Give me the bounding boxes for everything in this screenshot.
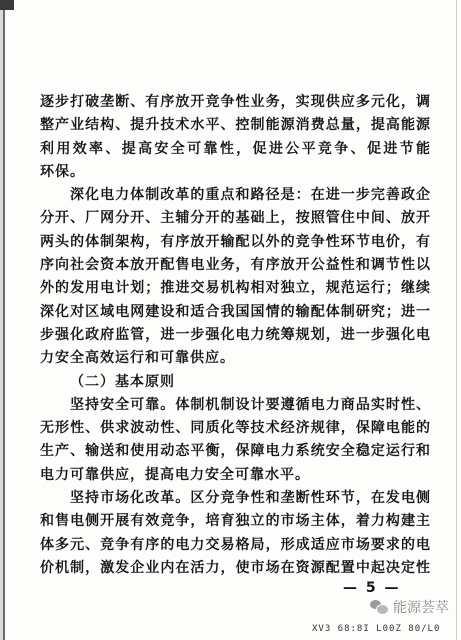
page-number: — 5 —	[343, 580, 401, 596]
text-line: 分开、厂网分开、主辅分开的基础上，按照管住中间、放开	[40, 210, 430, 227]
text-line: 步强化政府监管，进一步强化电力统筹规划，进一步强化电	[40, 326, 430, 343]
scan-edge-left	[3, 0, 5, 640]
text-span: 区分竞争性和垄断性环节，在发电侧	[190, 490, 430, 507]
text-line: 环保。	[40, 163, 85, 180]
text-line: 序向社会资本放开配售电业务，有序放开公益性和调节性以	[40, 257, 430, 274]
text-line: 整产业结构、提升技术水平、控制能源消费总量，提高能源	[40, 117, 430, 134]
text-line: 力安全高效运行和可靠供应。	[40, 350, 235, 367]
section-heading: （二）基本原则	[70, 373, 175, 390]
text-line: 外的发用电计划；推进交易机构相对独立，规范运行；继续	[40, 280, 430, 297]
text-line	[70, 394, 430, 417]
text-line: 深化对区域电网建设和适合我国国情的输配体制研究；进一	[40, 303, 430, 320]
text-line: 利用效率、提高安全可靠性，促进公平竞争、促进节能	[40, 140, 430, 157]
text-line: 价机制，激发企业内在活力，使市场在资源配置中起决定性	[40, 559, 430, 576]
text-line: 深化电力体制改革的重点和路径是：在进一步完善政企	[70, 187, 430, 204]
principle-lead: 坚持市场化改革。	[70, 490, 191, 507]
principle-lead: 坚持安全可靠。	[70, 396, 176, 413]
fax-header: XV3 68:8I L00Z 80/L0	[312, 624, 441, 634]
watermark	[370, 598, 449, 616]
wechat-icon	[370, 599, 388, 615]
text-line: 电力可靠供应，提高电力安全可靠水平。	[40, 466, 310, 483]
text-line: 无形性、供求波动性、同质化等技术经济规律，保障电能的	[40, 420, 430, 437]
text-line: 生产、输送和使用动态平衡，保障电力系统安全稳定运行和	[40, 443, 430, 460]
text-span: 体制机制设计要遵循电力商品实时性、	[175, 396, 430, 413]
text-line: 和售电侧开展有效竞争，培育独立的市场主体，着力构建主	[40, 513, 430, 530]
text-line	[70, 487, 430, 510]
text-line: 体多元、竞争有序的电力交易格局，形成适应市场要求的电	[40, 536, 430, 553]
watermark-brand: 能源荟萃	[393, 600, 449, 616]
scan-edge-right	[456, 0, 457, 640]
text-line: 逐步打破垄断、有序放开竞争性业务，实现供应多元化，调	[40, 94, 430, 110]
document-body	[40, 91, 430, 580]
scan-corner-mark	[0, 0, 14, 10]
text-line: 两头的体制架构，有序放开输配以外的竞争性环节电价，有	[40, 233, 430, 250]
